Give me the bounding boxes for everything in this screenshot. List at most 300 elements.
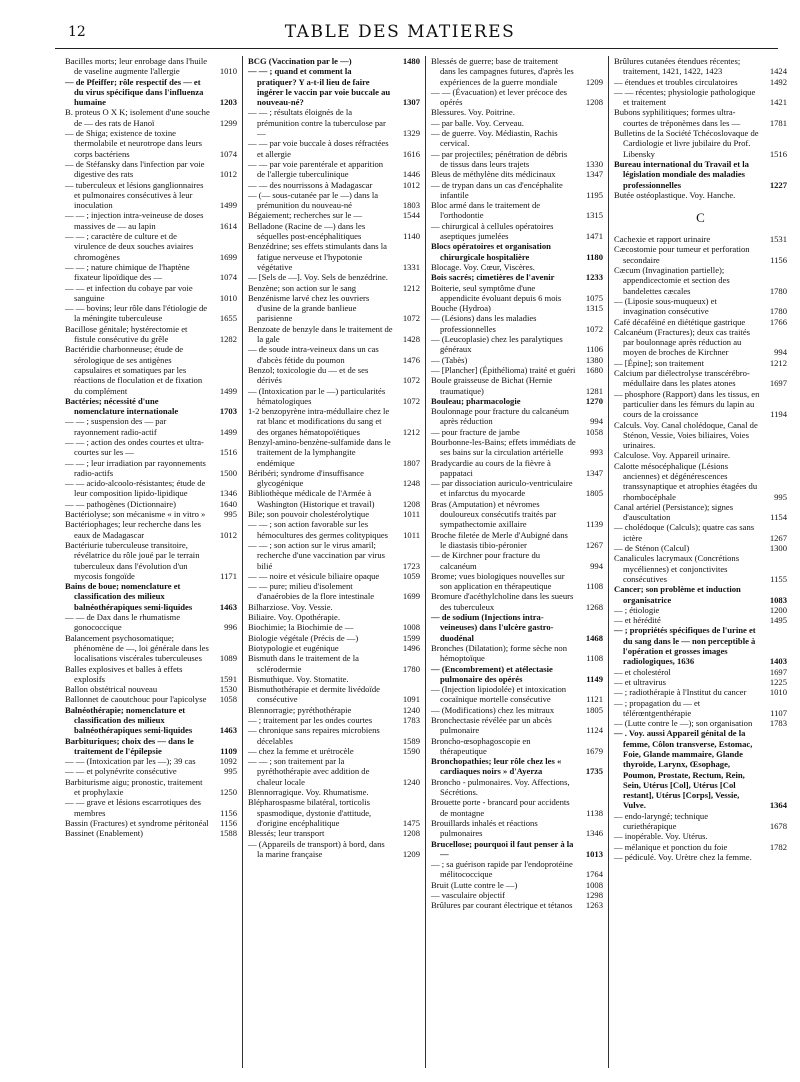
page-reference: 1058 — [219, 694, 237, 705]
page-reference: 1347 — [585, 467, 603, 478]
entry-text: — — (Intoxication par les —); 39 cas — [65, 756, 196, 767]
index-entry — [248, 828, 420, 838]
entry-text: Broche filetée de Merle d'Aubigné dans le diastasis tibio-péronier — [431, 529, 568, 550]
page-title: TABLE DES MATIERES — [284, 22, 516, 42]
entry-text: Biliaire. Voy. Opothérapie. — [248, 612, 340, 623]
page-reference: 1678 — [769, 821, 787, 832]
entry-text: Bismuth dans le traitement de la sclérodermie — [248, 653, 359, 674]
page-reference: 1156 — [770, 254, 787, 265]
header-rule — [55, 48, 778, 49]
index-entry — [431, 437, 603, 458]
page-reference: 1589 — [402, 735, 420, 746]
index-entry — [248, 138, 420, 159]
page-reference: 1476 — [402, 354, 420, 365]
page-reference: 1723 — [402, 560, 420, 571]
index-entry — [431, 458, 603, 479]
entry-text: — (Encombrement) et atélectasie pulmonaire des opérés — [431, 663, 553, 684]
entry-text: — — et polynévrite consécutive — [65, 766, 177, 777]
entry-text: Bradycardie au cours de la fièvre à pappataci — [431, 457, 551, 478]
page-reference: 1315 — [585, 210, 603, 221]
page-reference: 1783 — [402, 715, 420, 725]
entry-text: Broncho-œsophagoscopie en thérapeutique — [431, 735, 531, 756]
page-reference: 1616 — [402, 148, 420, 159]
page-reference: 1766 — [769, 316, 787, 327]
page-reference: 1011 — [403, 529, 420, 540]
index-entry — [65, 797, 237, 818]
entry-text: Barbiturisme aigu; pronostic, traitement et prophylaxie — [65, 776, 203, 798]
entry-text: Calculose. Voy. Appareil urinaire. — [614, 450, 731, 461]
page-reference: 1446 — [402, 169, 420, 180]
page-reference: 1780 — [769, 285, 787, 296]
index-entry — [431, 200, 603, 221]
page-reference: 1089 — [219, 653, 237, 664]
entry-text: Cancer; son problème et induction organisatrice — [614, 584, 741, 605]
index-entry — [431, 880, 603, 890]
entry-text: Broncho - pulmonaires. Voy. Affections, Sécrétions. — [431, 776, 570, 798]
index-entry — [614, 244, 787, 265]
page-reference: 1267 — [585, 539, 603, 550]
entry-text: Balancement psychosomatique; phénomène de —, loi générale dans les localisations viscérales tuberculeuses — [65, 632, 209, 664]
page-reference: 1346 — [219, 488, 237, 499]
page-reference: 1149 — [586, 673, 603, 684]
index-entry — [614, 831, 787, 841]
page-reference: 1364 — [769, 800, 787, 811]
entry-text: Canal artériel (Persistance); signes d'auscultation — [614, 501, 734, 523]
page-reference: 1139 — [586, 519, 603, 530]
page-reference: 1640 — [219, 498, 237, 509]
page-reference: 1697 — [769, 666, 787, 677]
page-reference: 1208 — [402, 828, 420, 839]
index-column-2 — [243, 56, 426, 1068]
entry-text: — pédiculé. Voy. Urètre chez la femme. — [614, 851, 752, 862]
index-entry — [248, 509, 420, 519]
page-reference: 994 — [590, 416, 603, 427]
entry-text: — — (Évacuation) et lever précoce des opérés — [431, 86, 568, 108]
page-reference: 1783 — [769, 718, 787, 729]
page-reference: 1347 — [585, 169, 603, 180]
entry-text: — chirurgical à cellules opératoires aseptiques jumelées — [431, 220, 554, 242]
page-reference: 1240 — [402, 776, 420, 787]
entry-text: Bois sacrés; cimetières de l'avenir — [431, 272, 555, 283]
index-entry — [248, 56, 420, 66]
entry-text: — de Sténon (Calcul) — [614, 543, 690, 554]
entry-text: Benzoate de benzyle dans le traitement de la gale — [248, 323, 393, 345]
index-entry — [431, 797, 603, 818]
entry-text: Bronchopathies; leur rôle chez les « cardiaques noirs » d'Ayerza — [431, 756, 562, 777]
index-entry — [65, 107, 237, 128]
page-reference: 1282 — [219, 334, 237, 345]
index-entry — [614, 842, 787, 852]
index-entry — [431, 334, 603, 355]
entry-text: — [Plancher] (Épithélioma) traité et guéri — [431, 364, 576, 375]
page-reference: 1083 — [769, 594, 787, 605]
page-reference: 1072 — [402, 375, 420, 386]
index-entry — [614, 698, 787, 719]
page-reference: 1058 — [585, 426, 603, 437]
entry-text: — vasculaire objectif — [431, 890, 505, 901]
page-reference: 1010 — [219, 292, 237, 303]
index-entry — [248, 344, 420, 365]
entry-text: — — par voie buccale à doses réfractées et allergie — [248, 138, 389, 159]
page-reference: 1010 — [769, 687, 787, 698]
index-entry — [614, 159, 787, 190]
entry-text: — ; sa guérison rapide par l'endoprotéine mélitococcique — [431, 859, 573, 880]
index-entry — [431, 499, 603, 530]
page-reference: 1109 — [220, 745, 237, 756]
entry-text: Benzénisme larvé chez les ouvriers d'usine de la grande banlieue parisienne — [248, 292, 370, 324]
entry-text: Blennorragie; pyréthothérapie — [248, 704, 352, 715]
entry-text: Barbituriques; choix des — dans le traitement de l'épilepsie — [65, 735, 194, 756]
index-entry — [431, 612, 603, 643]
entry-text: — (Appareils de transport) à bord, dans la marine française — [248, 838, 385, 859]
page-reference: 1530 — [219, 684, 237, 695]
page-reference: 1010 — [219, 66, 237, 77]
page-reference: 1329 — [402, 128, 420, 139]
index-entry — [248, 180, 420, 190]
index-entry — [65, 684, 237, 694]
page-reference: 1227 — [769, 179, 787, 190]
page-reference: 1680 — [585, 364, 603, 375]
index-entry — [248, 437, 420, 468]
index-entry — [431, 87, 603, 108]
entry-text: — — ; injection intra-veineuse de doses massives de — au lapin — [65, 210, 204, 231]
index-entry — [65, 664, 237, 685]
index-entry — [431, 221, 603, 242]
index-entry — [614, 420, 787, 451]
index-entry — [248, 633, 420, 643]
index-entry — [614, 615, 787, 625]
index-entry — [614, 265, 787, 296]
section-letter: C — [696, 210, 705, 226]
entry-text: — — de Dax dans le rhumatisme gonococcique — [65, 612, 181, 633]
page-reference: 1599 — [402, 632, 420, 643]
entry-text: — (Lutte contre le —); son organisation — [614, 718, 753, 729]
index-entry — [431, 756, 603, 777]
entry-text: — de Pfeiffer; rôle respectif des — et du virus spécifique dans l'influenza humaine — [65, 76, 204, 108]
entry-text: Brûlures cutanées étendues récentes; traitement, 1421, 1422, 1423 — [614, 56, 741, 77]
entry-text: Balles explosives et balles à effets explosifs — [65, 663, 183, 684]
page-reference: 1074 — [219, 148, 237, 159]
entry-text: — — noire et vésicule biliaire opaque — [248, 570, 380, 581]
index-entry — [431, 705, 603, 715]
index-entry — [248, 519, 420, 540]
page-reference: 1012 — [219, 169, 237, 180]
page-reference: 1655 — [219, 313, 237, 324]
page-reference: 1421 — [769, 97, 787, 108]
index-entry — [431, 890, 603, 900]
page-reference: 1475 — [402, 817, 420, 828]
index-entry — [431, 107, 603, 117]
index-entry — [248, 221, 420, 242]
index-entry — [614, 234, 787, 244]
entry-text: Brome; vues biologiques nouvelles sur son application en thérapeutique — [431, 570, 565, 592]
index-entry — [614, 522, 787, 543]
entry-text: — tuberculeux et lésions ganglionnaires et pulmonaires consécutives à leur inoculation — [65, 179, 204, 211]
index-entry — [431, 56, 603, 87]
page-reference: 1735 — [585, 766, 603, 777]
page-reference: 1008 — [402, 622, 420, 633]
entry-text: Bouleau; pharmacologie — [431, 395, 521, 406]
entry-text: Ballon obstétrical nouveau — [65, 684, 158, 695]
page-reference: 1380 — [585, 354, 603, 365]
page-reference: 1300 — [769, 543, 787, 554]
page-reference: 1108 — [586, 581, 603, 592]
page-reference: 1780 — [769, 306, 787, 317]
page-reference: 1208 — [585, 97, 603, 108]
index-entry — [248, 468, 420, 489]
entry-text: Bismuthique. Voy. Stomatite. — [248, 673, 349, 684]
index-entry — [248, 540, 420, 571]
entry-text: Biochimie; la Biochimie de — — [248, 622, 354, 633]
index-entry — [431, 530, 603, 551]
entry-text: Bilharziose. Voy. Vessie. — [248, 601, 333, 612]
index-entry — [248, 283, 420, 293]
index-entry — [431, 365, 603, 375]
page-reference: 1281 — [585, 385, 603, 396]
index-entry — [614, 107, 787, 128]
index-entry — [65, 303, 237, 324]
entry-text: Bronchectasie révélée par un abcès pulmonaire — [431, 715, 552, 736]
page-reference: 1154 — [770, 512, 787, 523]
index-entry — [431, 180, 603, 201]
page-reference: 1180 — [586, 251, 603, 262]
index-entry — [431, 900, 603, 910]
entry-text: Bromure d'acéthylcholine dans les sueurs des tuberculeux — [431, 591, 574, 612]
entry-text: Café décaféiné en diététique gastrique — [614, 316, 746, 327]
index-entry — [614, 56, 787, 77]
page-reference: 1764 — [585, 869, 603, 880]
page-reference: 1072 — [585, 323, 603, 334]
entry-text: Bégaiement; recherches sur le — — [248, 210, 363, 221]
page-reference: 1072 — [402, 313, 420, 324]
index-entry — [431, 406, 603, 427]
page-reference: 1268 — [585, 601, 603, 612]
entry-text: — — pure; milieu d'isolement d'anaérobies de la flore intestinale — [248, 581, 375, 602]
index-entry — [248, 159, 420, 180]
index-entry — [248, 643, 420, 653]
index-entry — [614, 327, 787, 358]
entry-text: Blennorragique. Voy. Rhumatisme. — [248, 787, 369, 798]
page-reference: 1471 — [585, 231, 603, 242]
index-entry — [431, 643, 603, 664]
entry-text: Canalicules lacrymaux (Concrétions mycéliennes) et conjonctivites consécutives — [614, 553, 740, 584]
index-entry — [614, 811, 787, 832]
entry-text: Blessures. Voy. Poitrine. — [431, 107, 515, 118]
index-entry — [248, 190, 420, 211]
entry-text: Boule graisseuse de Bichat (Hernie traumatique) — [431, 375, 553, 396]
index-entry — [248, 756, 420, 787]
index-entry — [614, 667, 787, 677]
page-reference: 1075 — [585, 292, 603, 303]
page-reference: 1195 — [586, 189, 603, 200]
page-reference: 1012 — [402, 179, 420, 190]
index-entry — [248, 241, 420, 272]
page-reference: 1107 — [770, 707, 787, 718]
page-reference: 1307 — [402, 97, 420, 108]
index-entry — [248, 725, 420, 746]
entry-text: — endo-laryngé; technique curiethérapique — [614, 810, 709, 832]
index-entry — [248, 674, 420, 684]
page-reference: 1212 — [402, 282, 420, 293]
index-entry — [248, 107, 420, 138]
index-entry — [65, 777, 237, 798]
entry-text: — (Tabès) — [431, 354, 468, 365]
index-entry — [248, 581, 420, 602]
entry-text: — — ; leur irradiation par rayonnements radio-actifs — [65, 457, 206, 478]
page-reference: 1248 — [402, 478, 420, 489]
entry-text: Blocs opératoires et organisation chirurgicale hospitalière — [431, 241, 551, 262]
entry-text: — — ; action des ondes courtes et ultra-courtes sur les — — [65, 436, 204, 458]
index-entry — [65, 766, 237, 776]
page-reference: 1495 — [769, 615, 787, 626]
entry-text: — de sodium (Injections intra-veineuses) dans l'ulcère gastro-duodénal — [431, 612, 554, 643]
index-entry — [65, 77, 237, 108]
page-reference: 1500 — [219, 467, 237, 478]
index-entry — [431, 396, 603, 406]
page-reference: 1203 — [219, 97, 237, 108]
page-reference: 1171 — [220, 570, 237, 581]
index-column-3 — [426, 56, 609, 1068]
entry-text: Butée ostéoplastique. Voy. Hanche. — [614, 189, 736, 200]
page-reference: 1403 — [769, 656, 787, 667]
index-entry — [614, 317, 787, 327]
entry-text: — — et infection du cobaye par voie sanguine — [65, 282, 193, 303]
index-entry — [248, 488, 420, 509]
index-entry — [248, 571, 420, 581]
entry-text: Calcium par diélectrolyse transcérébro-médullaire dans les plates atones — [614, 368, 750, 389]
page-reference: 1106 — [586, 344, 603, 355]
page-reference: 1209 — [402, 848, 420, 859]
entry-text: Benzédrine; ses effets stimulants dans la fatigue nerveuse et l'hypotonie végétative — [248, 241, 387, 272]
page-reference: 1140 — [403, 231, 420, 242]
index-columns — [60, 56, 792, 1068]
entry-text: Bactéridie charbonneuse; étude de sérologique de ses antigènes capsulaires et somatiques par les réactions de floculation et de fixation du complément — [65, 344, 203, 396]
index-entry — [248, 612, 420, 622]
entry-text: Benzol; toxicologie du — et de ses dérivés — [248, 364, 369, 386]
entry-text: Bouche (Hydroa) — [431, 303, 491, 314]
entry-text: Ballonnet de caoutchouc pour l'apicolyse — [65, 694, 207, 705]
page-reference: 1531 — [769, 234, 787, 245]
entry-text: — étendues et troubles circulatoires — [614, 76, 738, 87]
entry-text: — par projectiles; pénétration de débris de tissus dans leurs trajets — [431, 148, 568, 169]
index-entry — [65, 705, 237, 736]
page-reference: 1480 — [402, 56, 420, 66]
index-entry — [248, 839, 420, 860]
entry-text: Blépharospasme bilatéral, torticolis spasmodique, dystonie d'attitude, d'origine encéphalitique — [248, 797, 372, 828]
index-entry — [431, 262, 603, 272]
index-entry — [248, 365, 420, 386]
page-reference: 1138 — [586, 807, 603, 818]
entry-text: 1-2 benzopyrène intra-médullaire chez le rat blanc et modifications du sang et des organes hématopoïétiques — [248, 406, 390, 437]
page-reference: 1803 — [402, 200, 420, 211]
index-entry — [431, 818, 603, 839]
index-entry — [614, 461, 787, 502]
page-reference: 1591 — [219, 673, 237, 684]
entry-text: Calcanéum (Fractures); deux cas traités par boulonnage après réduction au moyen de broches de Kirchner — [614, 326, 751, 358]
index-entry — [65, 478, 237, 499]
page-reference: 1699 — [219, 251, 237, 262]
page-reference: 1330 — [585, 158, 603, 169]
page-reference: 995 — [224, 509, 237, 520]
page-reference: 1092 — [219, 756, 237, 767]
page-reference: 1155 — [770, 573, 787, 584]
index-entry — [431, 118, 603, 128]
index-entry — [65, 416, 237, 437]
index-entry — [614, 296, 787, 317]
entry-text: — — ; caractère de culture et de virulence de deux souches aviaires chromogènes — [65, 231, 194, 262]
entry-text: Bacilles morts; leur enrobage dans l'huile de vaseline augmente l'allergie — [65, 56, 208, 77]
index-entry — [248, 787, 420, 797]
index-entry — [614, 687, 787, 697]
entry-text: — — ; son action favorable sur les hémocultures des germes colitypiques — [248, 519, 389, 540]
index-entry — [614, 718, 787, 728]
page-reference: 1233 — [585, 272, 603, 283]
page-reference: 1263 — [585, 900, 603, 911]
page-reference: 1072 — [402, 395, 420, 406]
index-entry — [431, 149, 603, 170]
page-reference: 1200 — [769, 604, 787, 615]
entry-text: — inopérable. Voy. Utérus. — [614, 831, 708, 842]
entry-text: Blessés de guerre; base de traitement dans les campagnes futures, d'après les expériences de la guerre mondiale — [431, 56, 574, 87]
entry-text: Bile; son pouvoir cholestérolytique — [248, 509, 370, 520]
index-entry — [248, 272, 420, 282]
entry-text: — (Liposie sous-muqueux) et invagination consécutive — [614, 295, 717, 317]
entry-text: Bubons syphilitiques; formes ultra-courtes de tréponèmes dans les — — [614, 107, 741, 128]
page-reference: 1463 — [219, 725, 237, 736]
entry-text: Bronches (Dilatation); forme sèche non hémoptoïque — [431, 642, 568, 664]
index-entry — [614, 677, 787, 687]
entry-text: Bleus de méthylène dits médicinaux — [431, 169, 556, 180]
page-reference: 1780 — [402, 663, 420, 674]
entry-text: Cæcostomie pour tumeur et perforation secondaire — [614, 244, 750, 265]
index-entry — [65, 180, 237, 211]
index-entry — [248, 622, 420, 632]
page-reference: 1496 — [402, 642, 420, 653]
page-reference: 1346 — [585, 828, 603, 839]
index-entry — [614, 584, 787, 605]
entry-text: Benzyl-amino-benzène-sulfamide dans le traitement de la lymphangite endémique — [248, 436, 391, 468]
index-entry — [65, 56, 237, 77]
page-reference: 1212 — [769, 357, 787, 368]
index-entry — [431, 313, 603, 334]
entry-text: — [Épine]; son traitement — [614, 357, 704, 368]
index-entry — [614, 502, 787, 523]
index-entry — [248, 746, 420, 756]
index-entry — [431, 777, 603, 798]
index-entry — [431, 736, 603, 757]
entry-text: Bras (Amputation) et névromes douloureux consécutifs traités par sympathectomie axillaire — [431, 498, 557, 530]
index-entry — [65, 828, 237, 838]
index-entry — [65, 458, 237, 479]
index-entry — [65, 509, 237, 519]
entry-text: — — ; son traitement par la pyréthothérapie avec addition de chaleur locale — [248, 756, 370, 787]
entry-text: Brouillards inhalés et réactions pulmonaires — [431, 817, 538, 839]
entry-text: — chronique sans repaires microbiens décelables — [248, 725, 380, 746]
index-entry — [614, 77, 787, 87]
page-reference: 1156 — [220, 817, 237, 828]
entry-text: Balnéothérapie; nomenclature et classification des milieux balnéothérapiques semi-liquides — [65, 704, 193, 736]
entry-text: Benzène; son action sur le sang — [248, 282, 357, 293]
index-entry — [431, 375, 603, 396]
index-entry — [431, 684, 603, 705]
entry-text: Bactériophages; leur recherche dans les eaux de Madagascar — [65, 519, 202, 540]
page-reference: 1091 — [402, 694, 420, 705]
page-reference: 1267 — [769, 532, 787, 543]
entry-text: — (— sous-cutanée par le —) dans la prémunition du nouveau-né — [248, 189, 379, 211]
entry-text: Brûlures par courant électrique et tétanos — [431, 900, 573, 911]
page-reference: 1424 — [769, 66, 787, 77]
index-entry — [431, 241, 603, 262]
